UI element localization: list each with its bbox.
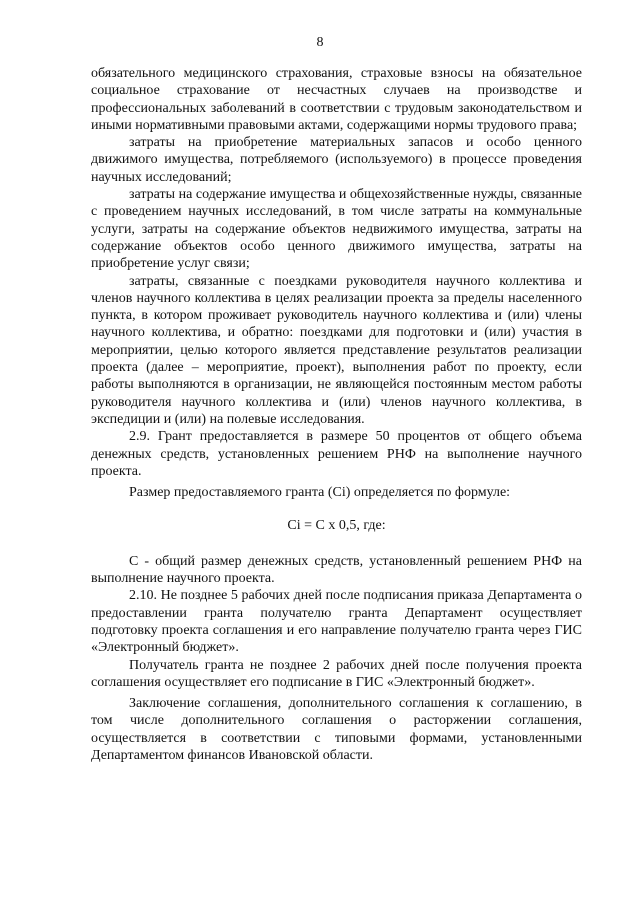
paragraph-agreement-signing: Получатель гранта не позднее 2 рабочих дней после получения проекта соглашения осуществляет его подписание в ГИС «Электронный бюджет». [91, 657, 582, 690]
paragraph-maintenance-costs: затраты на содержание имущества и общехозяйственные нужды, связанные с проведением научных исследований, в том числе затраты на коммунальные услуги, затраты на содержание объектов недвижимого имущества, затраты на содержание объектов особо ценного движимого имущества, затраты на приобретение услуг связи; [91, 187, 582, 272]
paragraph-2-10-agreement: 2.10. Не позднее 5 рабочих дней после подписания приказа Департамента о предоставлении гранта получателю гранта Департамент осуществляет подготовку проекта соглашения и его направление получателю гранта через ГИС «Электронный бюджет». [91, 588, 582, 656]
paragraph-agreement-conclusion: Заключение соглашения, дополнительного соглашения к соглашению, в том числе дополнительного соглашения о расторжении соглашения, осуществляется в соответствии с типовыми формами, установленными Департаментом финансов Ивановской области. [91, 696, 582, 763]
paragraph-material-costs: затраты на приобретение материальных запасов и особо ценного движимого имущества, потребляемого (используемого) в процессе проведения научных исследований; [91, 135, 582, 185]
paragraph-insurance-contributions: обязательного медицинского страхования, страховые взносы на обязательное социальное страхование от несчастных случаев на производстве и профессиональных заболеваний в соответствии с трудовым законодательством и иными нормативными правовыми актами, содержащими нормы трудового права; [91, 66, 582, 133]
paragraph-formula-intro: Размер предоставляемого гранта (Ci) определяется по формуле: [129, 485, 511, 501]
paragraph-travel-costs: затраты, связанные с поездками руководителя научного коллектива и членов научного коллектива в целях реализации проекта за пределы населенного пункта, в котором проживает руководитель научного коллектива и (или) члены научного коллектива, и обратно: поездками для подготовки и (или) участия в мероприятии, целью которого является представление результатов реализации проекта (далее – мероприятие, проект), выполнения работ по проекту, если работы выполняются в организации, не являющейся постоянным местом работы руководителя научного коллектива и (или) членов научного коллектива, в экспедиции и (или) на полевые исследования. [91, 273, 582, 427]
paragraph-2-9-grant-size: 2.9. Грант предоставляется в размере 50 процентов от общего объема денежных средств, установленных решением РНФ на выполнение научного проекта. [91, 429, 582, 479]
page-number: 8 [316, 35, 324, 50]
document-body [91, 65, 582, 764]
grant-formula: Ci = C x 0,5, где: [287, 518, 386, 534]
paragraph-formula-definition: C - общий размер денежных средств, установленный решением РНФ на выполнение научного проекта. [91, 553, 582, 587]
